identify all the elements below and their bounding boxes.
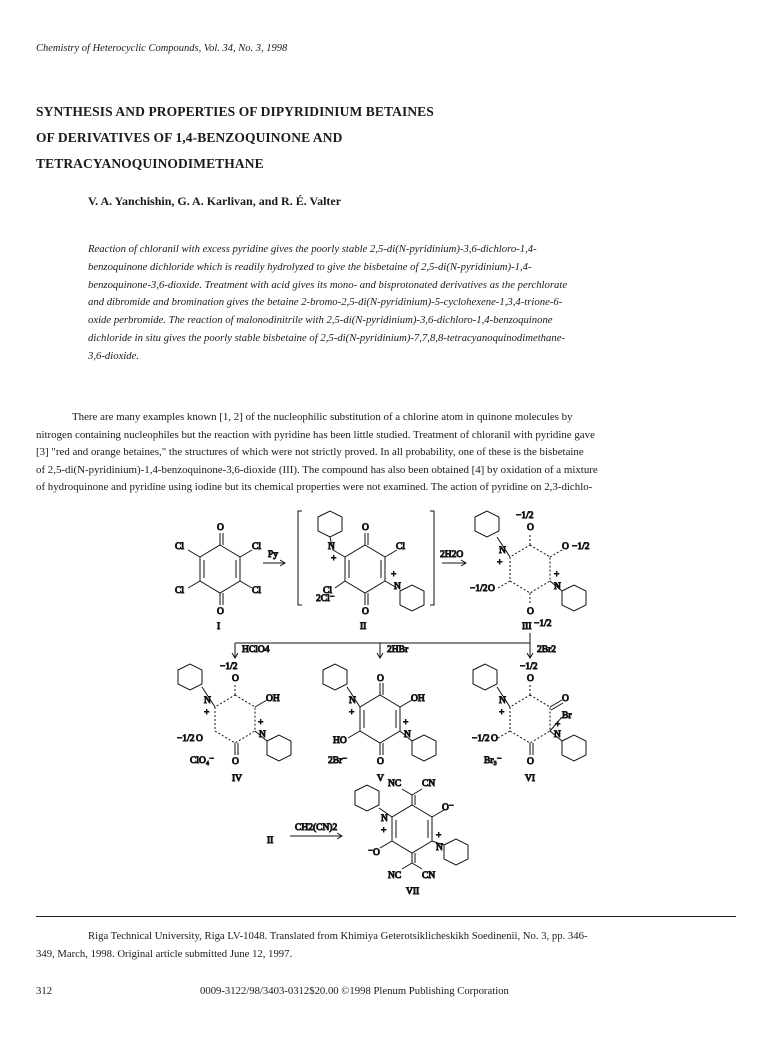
atom-o: O	[217, 523, 224, 533]
atom-cl: Cl	[175, 586, 184, 596]
charge-plus: +	[331, 554, 337, 564]
abstract-line: 3,6-dioxide.	[88, 349, 140, 362]
atom-n: N	[349, 696, 356, 706]
abstract-line: benzoquinone dichloride which is readily hydrolyzed to give the bisbetaine of 2,5-di(N-pyridinium)-1,4-	[88, 260, 532, 273]
reaction-scheme	[130, 505, 650, 900]
footnote-divider	[36, 916, 736, 917]
atom-o: O	[491, 734, 498, 744]
abstract-line: oxide perbromide. The reaction of malonodinitrile with 2,5-di(N-pyridinium)-3,6-dichloro-1,4-benzoquinone	[88, 314, 553, 327]
reagent-malononitrile: CH2(CN)2	[295, 823, 338, 833]
atom-o: O	[196, 734, 203, 744]
atom-nc: NC	[388, 871, 402, 881]
counterion-br3: Br₃⁻	[484, 756, 502, 766]
atom-cn: CN	[422, 871, 436, 881]
bracket-left	[298, 511, 302, 605]
atom-o: O	[488, 584, 495, 594]
compound-vi-structure	[472, 662, 586, 767]
compound-label-i: I	[217, 622, 221, 632]
reaction-scheme-drawing	[130, 505, 650, 900]
atom-n: N	[554, 582, 561, 592]
atom-o-minus: ⁻O	[368, 848, 380, 858]
pyridine-ring	[473, 664, 497, 690]
counterion-clo4: ClO₄⁻	[190, 756, 215, 766]
charge-plus: +	[497, 558, 503, 568]
atom-o: O	[377, 674, 384, 684]
atom-br: Br	[562, 711, 572, 721]
atom-n: N	[404, 730, 411, 740]
atom-cl: Cl	[396, 542, 405, 552]
atom-o: O	[232, 674, 239, 684]
counterion-cl: 2Cl⁻	[316, 594, 335, 604]
charge-plus: +	[204, 708, 210, 718]
atom-o: O	[362, 523, 369, 533]
atom-oh: OH	[411, 694, 425, 704]
charge-plus: +	[554, 570, 560, 580]
charge-plus: +	[436, 831, 442, 841]
atom-o: O	[562, 694, 569, 704]
reagent-hclo4: HClO4	[242, 645, 270, 655]
compound-label-iii: III	[522, 622, 532, 632]
compound-ii-structure	[298, 511, 434, 617]
atom-n: N	[328, 542, 335, 552]
compound-v-structure	[323, 664, 436, 767]
title-line: OF DERIVATIVES OF 1,4-BENZOQUINONE AND	[36, 130, 343, 145]
charge-plus: +	[349, 708, 355, 718]
atom-cl: Cl	[323, 586, 332, 596]
reagent-br2: 2Br2	[537, 645, 556, 655]
atom-n: N	[554, 730, 561, 740]
compound-iii-structure	[470, 511, 590, 629]
atom-n: N	[499, 696, 506, 706]
atom-n: N	[394, 582, 401, 592]
compound-label-iv: IV	[232, 774, 243, 784]
atom-o: O	[377, 757, 384, 767]
counterion-br: 2Br⁻	[328, 756, 348, 766]
charge-plus: +	[258, 718, 264, 728]
atom-n: N	[204, 696, 211, 706]
abstract	[88, 241, 698, 366]
charge-plus: +	[555, 720, 561, 730]
footnote	[36, 927, 736, 963]
atom-ho: HO	[333, 736, 347, 746]
atom-o: O	[527, 523, 534, 533]
body-line: [3] "red and orange betaines," the structures of which were not strictly proved. In all probability, one of these is the bisbetaine	[36, 446, 584, 458]
atom-o: O	[527, 757, 534, 767]
reagent-py: Py	[268, 550, 279, 560]
charge-half: −1/2	[520, 662, 538, 672]
compound-iv-structure	[177, 662, 291, 767]
atom-n: N	[381, 814, 388, 824]
body-paragraph	[36, 409, 736, 497]
charge-half: −1/2	[516, 511, 534, 521]
compound-label-v: V	[377, 774, 384, 784]
charge-half: −1/2	[177, 734, 195, 744]
bracket-right	[430, 511, 434, 605]
atom-n: N	[499, 546, 506, 556]
pyridine-ring	[267, 735, 291, 761]
abstract-line: Reaction of chloranil with excess pyridine gives the poorly stable 2,5-di(N-pyridinium)-3,6-dichloro-1,4-	[88, 243, 537, 255]
charge-half: −1/2	[220, 662, 238, 672]
compound-label-vii: VII	[406, 887, 420, 897]
authors: V. A. Yanchishin, G. A. Karlivan, and R. É. Valter	[88, 194, 342, 208]
charge-plus: +	[391, 570, 397, 580]
copyright-line: 0009-3122/98/3403-0312$20.00 ©1998 Plenum Publishing Corporation	[200, 985, 509, 997]
atom-o: O	[232, 757, 239, 767]
title-line: TETRACYANOQUINODIMETHANE	[36, 156, 264, 171]
body-line: of hydroquinone and pyridine using iodine but its chemical properties were not examined. The action of pyridine on 2,3-dichlo-	[36, 481, 593, 493]
article-title	[36, 99, 596, 177]
atom-o: O	[562, 542, 569, 552]
pyridine-ring	[412, 735, 436, 761]
charge-half: −1/2	[472, 734, 490, 744]
atom-cl: Cl	[252, 586, 261, 596]
abstract-line: and dibromide and bromination gives the betaine 2-bromo-2,5-di(N-pyridinium)-5-cyclohexene-1,3,4-trione-6-	[88, 296, 563, 309]
atom-cl: Cl	[175, 542, 184, 552]
pyridine-ring	[444, 839, 468, 865]
compound-vii-structure	[355, 779, 468, 881]
body-line: nitrogen containing nucleophiles but the reaction with pyridine has been little studied. Treatment of chloranil with pyridine gave	[36, 428, 595, 441]
atom-o: O	[217, 607, 224, 617]
charge-half: −1/2	[470, 584, 488, 594]
pyridine-ring	[323, 664, 347, 690]
atom-oh: OH	[266, 694, 280, 704]
pyridine-ring	[178, 664, 202, 690]
pyridine-ring	[318, 511, 342, 537]
start-compound-ii: II	[267, 836, 274, 846]
compound-i-structure	[175, 523, 261, 617]
atom-o-minus: O⁻	[442, 803, 454, 813]
atom-cn: CN	[422, 779, 436, 789]
charge-half: −1/2	[572, 542, 590, 552]
pyridine-ring	[355, 785, 379, 811]
atom-cl: Cl	[252, 542, 261, 552]
footnote-line: 349, March, 1998. Original article submitted June 12, 1997.	[36, 948, 293, 960]
reagent-hbr: 2HBr	[387, 645, 409, 655]
atom-o: O	[527, 607, 534, 617]
atom-nc: NC	[388, 779, 402, 789]
body-line: There are many examples known [1, 2] of the nucleophilic substitution of a chlorine atom in quinone molecules by	[72, 411, 573, 423]
pyridine-ring	[562, 585, 586, 611]
footnote-line: Riga Technical University, Riga LV-1048. Translated from Khimiya Geterotsiklicheskikh Soedinenii, No. 3, pp. 346-	[88, 930, 588, 942]
charge-plus: +	[381, 826, 387, 836]
atom-n: N	[436, 843, 443, 853]
charge-plus: +	[499, 708, 505, 718]
body-line: of 2,5-di(N-pyridinium)-1,4-benzoquinone-3,6-dioxide (III). The compound has also been obtained [4] by oxidation of a mixture	[36, 463, 598, 476]
compound-label-vi: VI	[525, 774, 536, 784]
pyridine-ring	[475, 511, 499, 537]
pyridine-ring	[400, 585, 424, 611]
page-number: 312	[36, 985, 53, 997]
pyridine-ring	[562, 735, 586, 761]
abstract-line: benzoquinone-3,6-dioxide. Treatment with acid gives its mono- and bisprotonated derivatives as the perchlorate	[88, 278, 568, 291]
atom-o: O	[527, 674, 534, 684]
title-line: SYNTHESIS AND PROPERTIES OF DIPYRIDINIUM BETAINES	[36, 104, 434, 119]
compound-label-ii: II	[360, 622, 367, 632]
atom-o: O	[362, 607, 369, 617]
charge-plus: +	[403, 718, 409, 728]
journal-header: Chemistry of Heterocyclic Compounds, Vol. 34, No. 3, 1998	[36, 43, 288, 54]
reagent-h2o: 2H2O	[440, 550, 464, 560]
abstract-line: dichloride in situ gives the poorly stable bisbetaine of 2,5-di(N-pyridinium)-7,7,8,8-tetracyanoquinodimethane-	[88, 331, 565, 344]
charge-half: −1/2	[534, 619, 552, 629]
atom-n: N	[259, 730, 266, 740]
